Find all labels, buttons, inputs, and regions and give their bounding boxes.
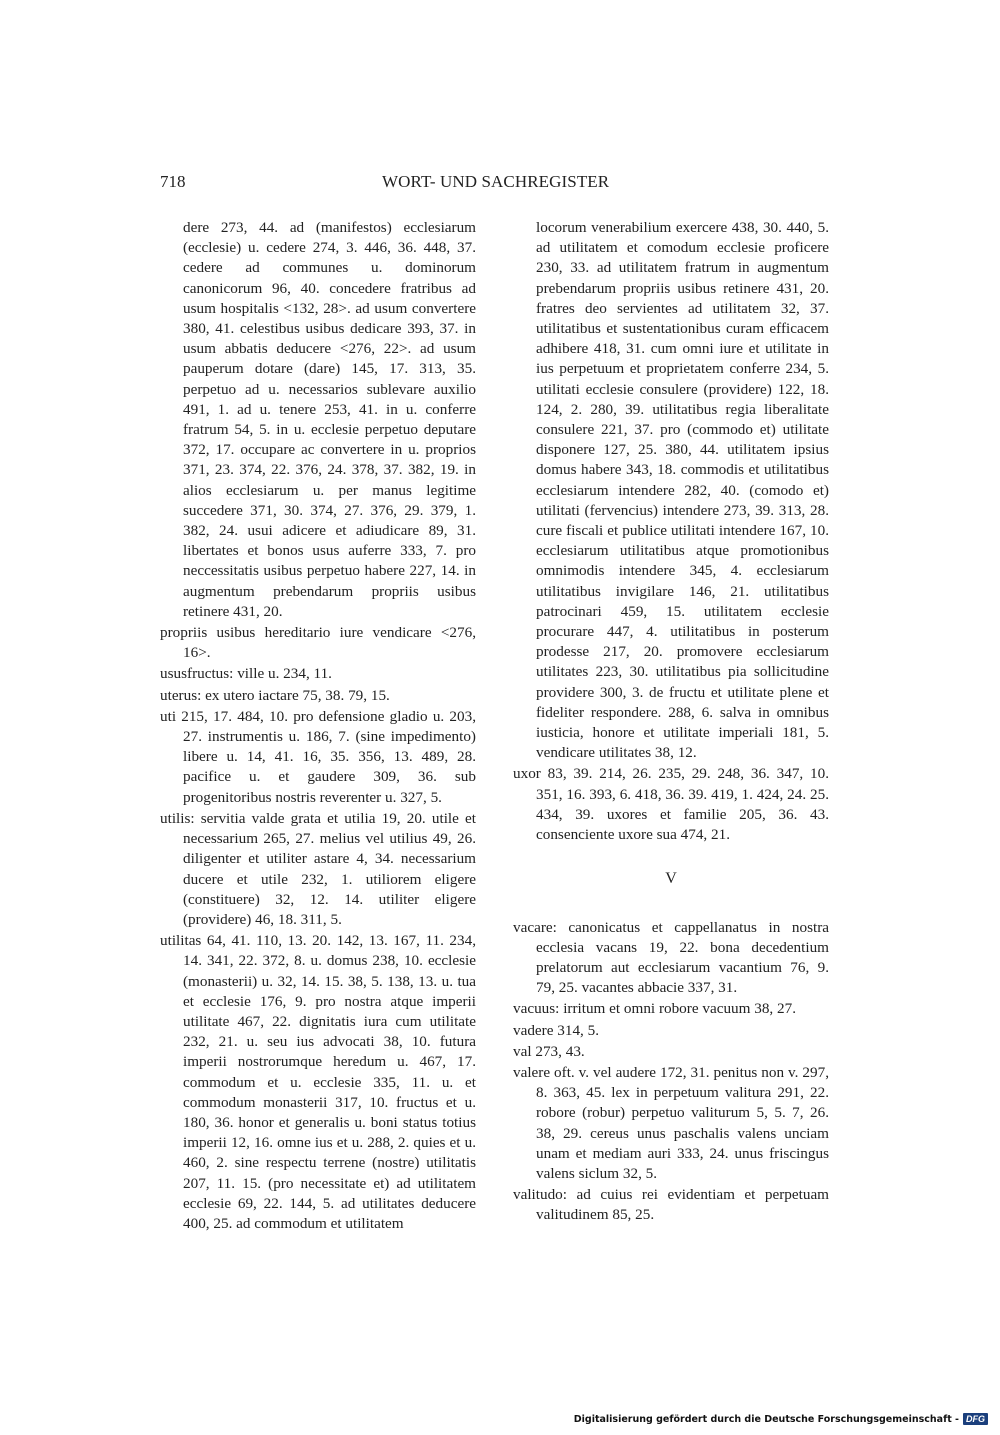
left-column [160,218,476,1235]
index-entry: valere oft. v. vel audere 172, 31. penitus non v. 297, 8. 363, 45. lex in perpetuum valitura 291, 22. robore (robur) perpetuo valiturum 5, 5. 7, 26. 38, 29. cereus unus paschalis valens unciam unam et mediam auri 333, 24. unus friscingus valens siclum 32, 5. [513,1063,829,1182]
index-entry: vacuus: irritum et omni robore vacuum 38, 27. [513,1000,797,1018]
index-entry: vacare: canonicatus et cappellanatus in nostra ecclesia vacans 19, 22. bona decedentium prelatorum aut ecclesiarum vacantium 76, 9. 79, 25. vacantes abbacie 337, 31. [513,918,829,997]
index-entry: utilis: servitia valde grata et utilia 19, 20. utile et necessarium 265, 27. melius vel utilius 49, 26. diligenter et utiliter astare 4, 34. necessarium ducere et utile 232, 1. utiliorem eligere (constituere) 32, 12. 14. utiliter eligere (providere) 46, 18. 311, 5. [160,809,476,928]
dfg-logo: DFG [963,1413,988,1425]
section-letter: V [665,870,677,888]
footer-text: Digitalisierung gefördert durch die Deutsche Forschungsgemeinschaft - [573,1413,959,1425]
index-entry: vadere 314, 5. [513,1021,600,1039]
running-head: WORT- UND SACHREGISTER [382,172,610,191]
index-entry: val 273, 43. [513,1042,585,1060]
index-entry: locorum venerabilium exercere 438, 30. 440, 5. ad utilitatem et comodum ecclesie proficere 230, 33. ad utilitatem fratrum in augmentum prebendarum propriis usibus retinere 431, 20. fratres deo servientes ad utilitatem 32, 37. utilitatibus et sustentationibus curam efficacem adhibere 418, 31. cum omni iure et utilitate in ius perpetuum et proprietatem conferre 234, 5. utilitati ecclesie consulere (providere) 122, 18. 124, 2. 280, 39. utilitatibus regia liberalitate consulere 221, 37. pro (commodo et) utilitate disponere 127, 25. 380, 44. utilitatem ipsius domus habere 343, 18. commodis et utilitatibus ecclesiarum intendere 282, 40. (comodo et) utilitati (fervencius) intendere 273, 39. 313, 28. cure fiscali et publice utilitati intendere 167, 10. ecclesiarum utilitatibus atque promotionibus omnimodis intendere 345, 4. ecclesiarum utilitatibus invigilare 146, 21. utilitatibus patrocinari 459, 15. utilitatem ecclesie procurare 447, 4. utilitatibus in posterum prodesse 217, 20. promovere ecclesiarum utilitates 223, 30. utilitatibus pia sollicitudine providere 300, 3. de fructu et utilitate plene et fideliter respondere. 288, 6. salva in omnibus iusticia, honore et utilitate imperiali 181, 5. vendicare utilitates 38, 12. [536,219,829,762]
index-entry: uxor 83, 39. 214, 26. 235, 29. 248, 36. 347, 10. 351, 16. 393, 6. 418, 36. 39. 419, 1. 424, 24. 25. 434, 39. uxores et familie 205, 36. 43. consenciente uxore sua 474, 21. [513,765,829,844]
index-entry: utilitas 64, 41. 110, 13. 20. 142, 13. 167, 11. 234, 14. 341, 22. 372, 8. u. domus 238, 10. ecclesie (monasterii) u. 32, 14. 15. 38, 5. 138, 13. u. tua et ecclesie 176, 9. pro nostra atque imperii utilitate 467, 22. dignitatis iura cum utilitate 232, 21. u. seu ius advocati 38, 10. futura imperii nostrorumque heredum u. 467, 17. commodum et u. ecclesie 335, 11. u. et commodum monasterii 317, 10. fructus et u. 180, 36. honor et generalis u. boni status totius imperii 12, 16. omne ius et u. 288, 2. quies et u. 460, 2. sine respectu terrene (nostre) utilitatis 207, 11. 15. (pro necessitate et) ad utilitatem ecclesie 69, 22. 144, 5. ad utilitates deducere 400, 25. ad commodum et utilitatem [160,932,476,1232]
funding-footer [574,1413,988,1425]
index-entry: ususfructus: ville u. 234, 11. [160,665,332,683]
index-entry: propriis usibus hereditario iure vendicare <276, 16>. [160,624,476,662]
page-number: 718 [160,172,186,191]
index-entry: uti 215, 17. 484, 10. pro defensione gladio u. 203, 27. instrumentis u. 186, 7. (sine impedimento) libere u. 14, 41. 16, 35. 356, 13. 489, 28. pacifice u. et gaudere 309, 36. sub progenitoribus nostris reverenter u. 327, 5. [160,707,476,806]
index-entry: dere 273, 44. ad (manifestos) ecclesiarum (ecclesie) u. cedere 274, 3. 446, 36. 448, 37. cedere ad communes u. dominorum canonicorum 96, 40. concedere fratribus ad usum hospitalis <132, 28>. ad usum convertere 380, 41. celestibus usibus dedicare 393, 37. in usum abbatis deducere <276, 22>. ad usum pauperum dotare (dare) 145, 17. 313, 35. perpetuo ad u. necessarios sublevare auxilio 491, 1. ad u. tenere 253, 41. in u. conferre fratrum 54, 5. in u. ecclesie perpetuo deputare 372, 17. occupare ac convertere in u. proprios 371, 23. 374, 22. 376, 24. 378, 37. 382, 19. in alios ecclesiarum u. per manus legitime succedere 371, 30. 374, 27. 376, 29. 379, 1. 382, 24. usui adicere et adiudicare 89, 31. libertates et bonos usus auferre 333, 7. pro neccessitatis usibus perpetuo habere 227, 14. in augmentum prebendarum propriis usibus retinere 431, 20. [183,219,476,620]
index-entry: valitudo: ad cuius rei evidentiam et perpetuam valitudinem 85, 25. [513,1186,829,1224]
right-column [513,218,829,1227]
index-entry: uterus: ex utero iactare 75, 38. 79, 15. [160,686,390,704]
